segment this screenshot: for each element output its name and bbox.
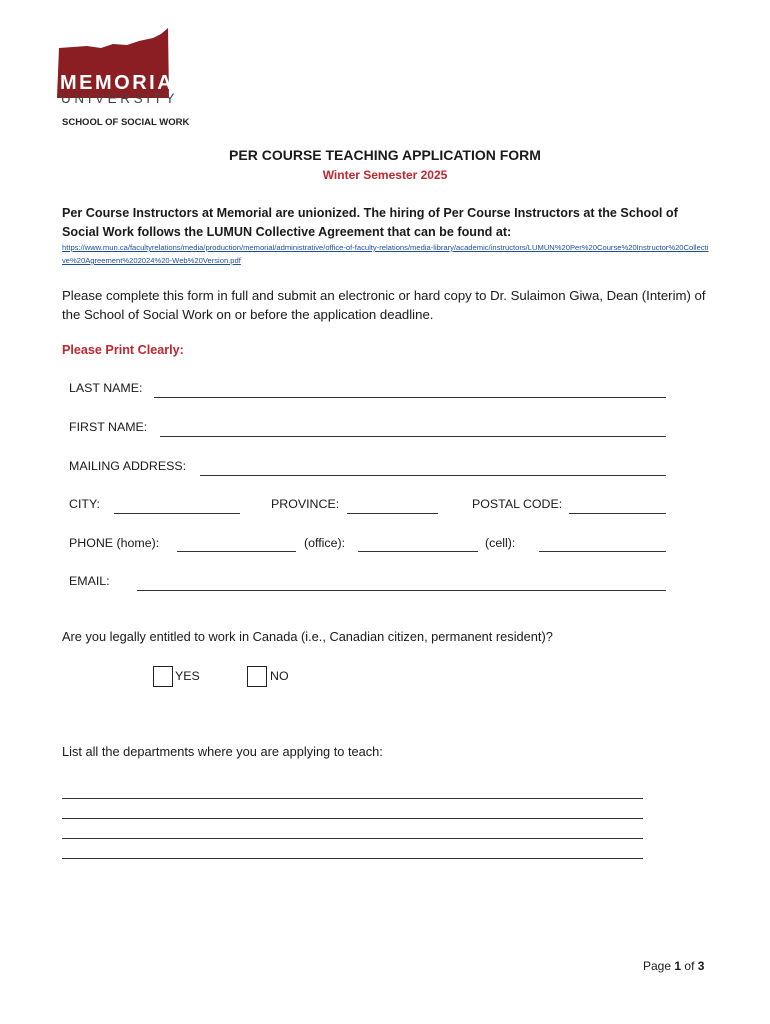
email-label: EMAIL:: [69, 574, 110, 588]
province-field[interactable]: [347, 513, 438, 514]
phone-cell-label: (cell):: [485, 536, 516, 550]
logo-wordmark: MEMORIAL: [60, 72, 189, 94]
province-label: PROVINCE:: [271, 497, 340, 511]
school-name: SCHOOL OF SOCIAL WORK: [62, 117, 190, 128]
page-number: [643, 959, 704, 973]
page-prefix: Page: [643, 959, 672, 973]
yes-checkbox[interactable]: [153, 666, 173, 687]
phone-office-field[interactable]: [358, 551, 478, 552]
city-field[interactable]: [114, 513, 240, 514]
departments-line-1[interactable]: [62, 798, 643, 799]
mailing-address-field[interactable]: [200, 475, 666, 476]
first-name-label: FIRST NAME:: [69, 420, 148, 434]
intro-text: Per Course Instructors at Memorial are unionized. The hiring of Per Course Instructors at the School of Social Work follows the LUMUN Collective Agreement that can be found at:: [62, 206, 678, 239]
print-clearly-label: Please Print Clearly:: [62, 343, 184, 357]
page-current: 1: [674, 959, 682, 973]
phone-office-label: (office):: [304, 536, 346, 550]
postal-code-label: POSTAL CODE:: [472, 497, 563, 511]
no-checkbox[interactable]: [247, 666, 267, 687]
phone-cell-field[interactable]: [539, 551, 666, 552]
mailing-address-label: MAILING ADDRESS:: [69, 459, 187, 473]
collective-agreement-link[interactable]: https://www.mun.ca/facultyrelations/media/production/memorial/administrative/office-of-faculty-relations/media-library/academic/instructors/LUMUN%20Per%20Course%20Instructor%20Collective%20Agreement%202024%20-Web%20Version.pdf: [62, 243, 709, 265]
semester-label: Winter Semester 2025: [322, 168, 448, 182]
email-field[interactable]: [137, 590, 666, 591]
no-label: NO: [270, 669, 289, 683]
work-eligibility-question: Are you legally entitled to work in Canada (i.e., Canadian citizen, permanent resident)?: [62, 629, 553, 644]
departments-line-3[interactable]: [62, 838, 643, 839]
postal-code-field[interactable]: [569, 513, 666, 514]
phone-home-label: PHONE (home):: [69, 536, 160, 550]
departments-line-4[interactable]: [62, 858, 643, 859]
logo-university-text: UNIVERSITY: [61, 91, 179, 106]
last-name-field[interactable]: [154, 397, 666, 398]
form-title: PER COURSE TEACHING APPLICATION FORM: [229, 147, 541, 163]
departments-label: List all the departments where you are applying to teach:: [62, 744, 383, 759]
departments-line-2[interactable]: [62, 818, 643, 819]
page-of: of: [684, 959, 695, 973]
first-name-field[interactable]: [160, 436, 666, 437]
phone-home-field[interactable]: [177, 551, 296, 552]
last-name-label: LAST NAME:: [69, 381, 143, 395]
city-label: CITY:: [69, 497, 100, 511]
yes-label: YES: [175, 669, 200, 683]
instructions-text: Please complete this form in full and submit an electronic or hard copy to Dr. Sulaimon Giwa, Dean (Interim) of the School of Social Work on or before the application deadline.: [62, 288, 706, 322]
page-total: 3: [697, 959, 705, 973]
